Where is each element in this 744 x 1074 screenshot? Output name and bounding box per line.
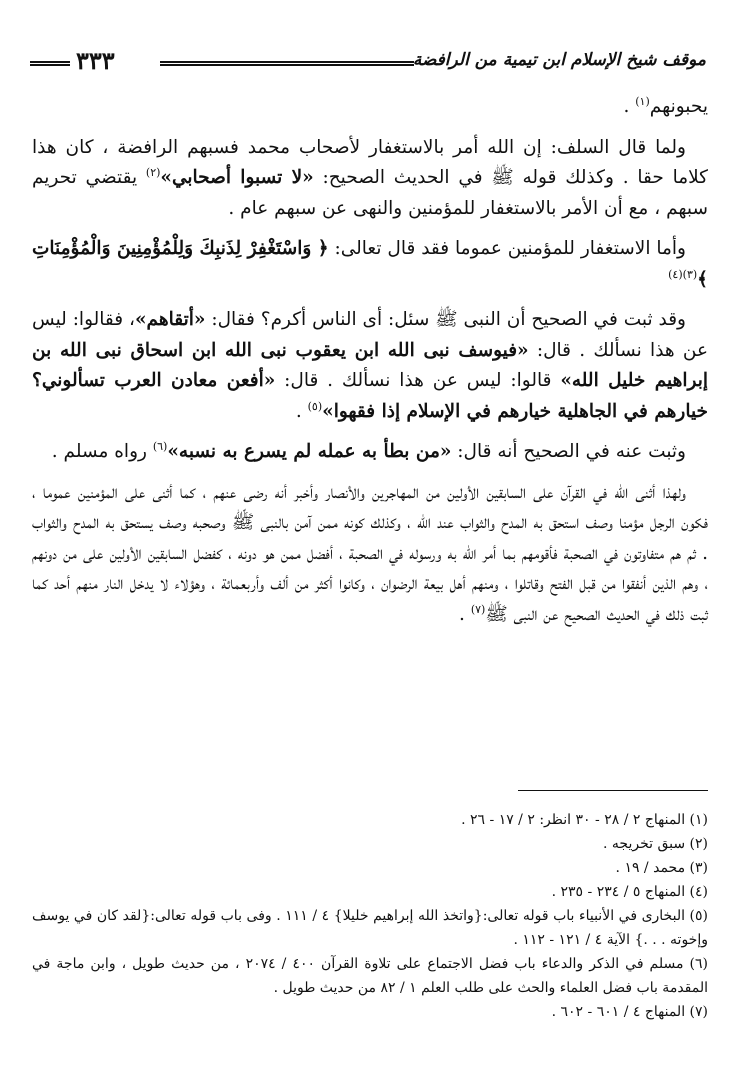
paragraph (32, 478, 708, 631)
hadith-quote: «أفعن معادن العرب تسألوني؟ خيارهم في الجاهلية خيارهم في الإسلام إذا فقهوا» (32, 370, 708, 422)
footnotes (32, 808, 708, 1024)
paragraph (32, 305, 708, 427)
text-run: ولما قال السلف: إن الله أمر بالاستغفار لأصحاب محمد فسبهم الرافضة ، كان هذا كلاما حقا . وكذلك قوله ﷺ في الحديث الصحيح: (32, 136, 708, 188)
footnote-ref: (٦) (152, 439, 168, 453)
text-run: . (623, 96, 636, 117)
running-title: موقف شيخ الإسلام ابن تيمية من الرافضة (412, 50, 706, 70)
footnote: (٦) مسلم في الذكر والدعاء باب فضل الاجتماع على تلاوة القرآن ٤٠٠ / ٢٠٧٤ ، من حديث طويل ، وابن ماجة في المقدمة باب فضل العلماء والحث على طلب العلم ١ / ٨٢ من حديث طويل . (32, 956, 708, 996)
text-run: وأما الاستغفار للمؤمنين عموما فقد قال تعالى: (328, 238, 686, 259)
footnote: (١) المنهاج ٢ / ٢٨ - ٣٠ انظر: ٢ / ١٧ - ٢٦ . (461, 812, 708, 828)
main-text (32, 92, 708, 640)
footnote-ref: (٣) (682, 267, 698, 281)
paragraph (32, 133, 708, 225)
page-number: ٣٣٣ (76, 46, 115, 75)
text-run: . (459, 603, 471, 625)
hadith-quote: «أتقاهم» (134, 309, 206, 330)
quran-verse: ﴿ وَاسْتَغْفِرْ لِذَنبِكَ وَلِلْمُؤْمِنِينَ وَالْمُؤْمِنَاتِ ﴾ (32, 238, 708, 290)
hadith-quote: «لا تسبوا أصحابي» (160, 167, 314, 188)
footnote-ref: (٥) (307, 399, 323, 413)
paragraph-continuation (32, 92, 708, 123)
text-run: . (295, 400, 308, 422)
text-run: يقتضي تحريم سبهم ، مع أن الأمر بالاستغفار للمؤمنين والنهى عن سبهم عام . (32, 167, 708, 219)
text-run: قالوا: ليس عن هذا نسألك . قال: (275, 370, 561, 391)
paragraph (32, 437, 708, 468)
header-rule-short (30, 61, 70, 66)
text-run: يحبونهم (649, 96, 708, 117)
text-run: ، فقالوا: ليس عن هذا نسألك . قال: (32, 309, 708, 361)
page-header (30, 44, 714, 84)
footnote-ref: (٢) (145, 165, 161, 179)
paragraph (32, 234, 708, 295)
hadith-quote: «فيوسف نبى الله ابن يعقوب نبى الله ابن اسحاق نبى الله بن إبراهيم خليل الله» (32, 339, 708, 391)
text-run: رواه مسلم . (51, 441, 153, 462)
footnote-ref: (١) (635, 94, 650, 108)
footnote-ref: (٤) (668, 267, 683, 281)
text-run: وثبت عنه في الصحيح أنه قال: (451, 441, 686, 462)
footnote: (٢) سبق تخريجه . (603, 836, 708, 852)
footnote: (٥) البخارى في الأنبياء باب قوله تعالى:{واتخذ الله إبراهيم خليلا} ٤ / ١١١ . وفى باب قوله تعالى:{لقد كان في يوسف وإخوته . . .} الآية ٤ / ١٢١ - ١١٢ . (32, 908, 709, 948)
header-rule (160, 61, 414, 66)
footnote: (٧) المنهاج ٤ / ٦٠١ - ٦٠٢ . (551, 1004, 708, 1020)
text-run: ولهذا أثنى الله في القرآن على السابقين الأولين من المهاجرين والأنصار وأخبر أنه رضى عنهم ، كما أثنى على المؤمنين عموما ، فكون الرجل مؤمنا وصف استحق به المدح والثواب عند الله ، وكذلك كونه ممن آمن بالنبى ﷺ وصحبه وصف يستحق به المدح والثواب . ثم هم متفاوتون في الصحبة فأقومهم بما أمر الله به ورسوله في الصحبة ، أفضل ممن هو دونه ، كفضل السابقين الأولين على من دونهم ، وهم الذين أنفقوا من قبل الفتح وقاتلوا ، ومنهم أهل بيعة الرضوان ، وكانوا أكثر من ألف وأربعمائة ، وهؤلاء لا يدخل النار منهم أحد كما ثبت ذلك في الحديث الصحيح عن النبى ﷺ (32, 481, 708, 625)
footnote-ref: (٧) (470, 602, 486, 616)
footnote: (٣) محمد / ١٩ . (615, 860, 708, 876)
footnote-separator (518, 790, 708, 791)
footnote: (٤) المنهاج ٥ / ٢٣٤ - ٢٣٥ . (551, 884, 708, 900)
hadith-quote: «من بطأ به عمله لم يسرع به نسبه» (167, 441, 452, 462)
text-run: وقد ثبت في الصحيح أن النبى ﷺ سئل: أى الناس أكرم؟ فقال: (205, 309, 686, 330)
